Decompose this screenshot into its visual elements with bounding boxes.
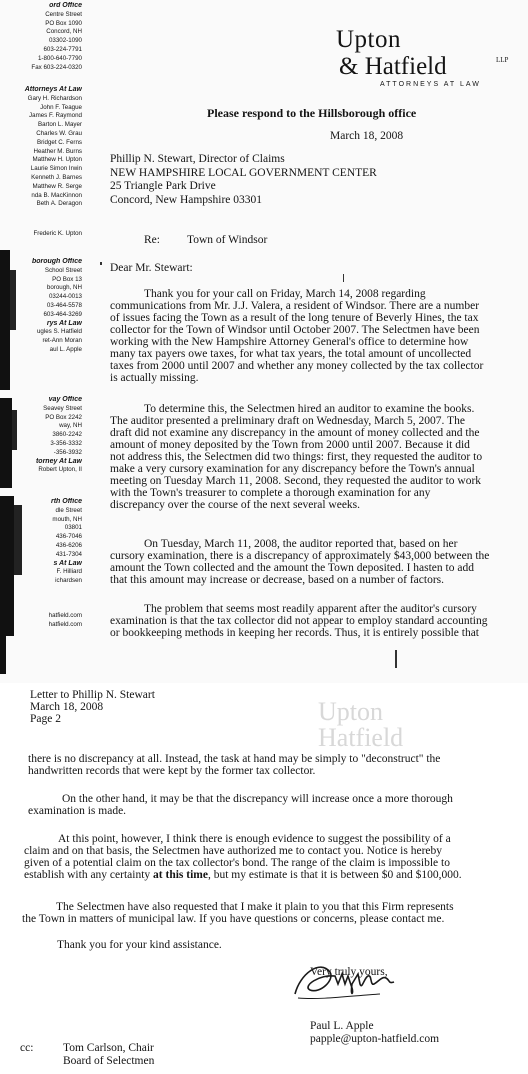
- scan-artifact: [0, 496, 14, 636]
- header-line: March 18, 2008: [30, 701, 104, 713]
- attorneys-heading: rys At Law: [46, 319, 82, 327]
- attorney-name: nda B. MacKinnon: [31, 191, 82, 199]
- recipient-address: [110, 153, 377, 207]
- attorney-name: Heather M. Burns: [33, 147, 82, 155]
- office-line: 3-356-3332: [50, 439, 82, 447]
- text-line: with the Town's treasurer to complete a thorough examination for any: [110, 487, 431, 499]
- web-line: hatfield.com: [48, 612, 82, 619]
- attorney-name: Laurie Simon Irwin: [30, 165, 82, 173]
- office-line: 431-7304: [55, 550, 82, 558]
- office-line: 603-224-7791: [43, 45, 82, 53]
- office-line: Fax 603-224-0320: [31, 63, 82, 71]
- signer-block: [310, 1020, 439, 1046]
- attorneys-heading: s At Law: [53, 559, 82, 567]
- office-line: dle Street: [55, 506, 82, 514]
- scan-artifact: [0, 250, 10, 390]
- re-label: Re:: [144, 234, 160, 246]
- text-line: The auditor presented a preliminary draft on Wednesday, March 5, 2007. The: [110, 415, 465, 427]
- office-heading: vay Office: [48, 396, 82, 403]
- bleed-through-logo: Hatfield: [318, 723, 404, 752]
- attorney-name: F. Hilliard: [56, 568, 82, 576]
- text-line: To determine this, the Selectmen hired an auditor to examine the books.: [144, 403, 475, 415]
- scan-artifact: [14, 505, 22, 575]
- office-line: 436-7046: [55, 533, 82, 541]
- text-line: of issues facing the Town as a result of the long tenure of Beverly Hines, the tax: [110, 312, 479, 324]
- re-value: Town of Windsor: [187, 234, 268, 246]
- cc-list: [63, 1042, 154, 1068]
- office-line: Seavey Street: [43, 404, 82, 412]
- text-line: many tax payers owe taxes, for what tax years, the total amount of uncollected: [110, 348, 472, 360]
- text-line: collector for the Town of Windsor until October 2007. The Selectmen have been: [110, 324, 480, 336]
- letter-date: March 18, 2008: [330, 130, 404, 142]
- firm-logo: [336, 26, 509, 96]
- office-line: Centre Street: [45, 10, 82, 18]
- scan-dot: [343, 274, 344, 282]
- office-line: -356-3932: [53, 448, 82, 456]
- paragraph-5: [28, 753, 502, 777]
- paragraph-8: [22, 901, 502, 925]
- web-line: hatfield.com: [48, 620, 82, 628]
- office-line: PO Box 2242: [45, 413, 82, 421]
- signer-name: Paul L. Apple: [310, 1020, 374, 1032]
- attorney-name: Charles W. Grau: [36, 129, 82, 137]
- text-line: cursory examination, there is a discrepancy of approximately $43,000 between the: [110, 550, 490, 562]
- attorney-name: ichardsen: [55, 577, 82, 585]
- office-line: mouth, NH: [52, 515, 82, 523]
- paragraph-3: [110, 538, 504, 586]
- attorney-name: John F. Teague: [40, 103, 82, 111]
- letterhead-sidebar: [0, 0, 86, 683]
- closing: Very truly yours,: [310, 966, 388, 978]
- office-heading: borough Office: [31, 258, 82, 265]
- text-line: given of a potential claim on the tax collector's bond. The range of the claim is impossible to: [24, 857, 450, 869]
- header-line: Letter to Phillip N. Stewart: [30, 689, 155, 701]
- office-line: Concord, NH: [46, 28, 82, 36]
- paragraph-6: [28, 793, 502, 817]
- paragraph-1: [110, 288, 504, 384]
- attorney-name: Matthew H. Upton: [32, 156, 82, 164]
- retired-partner: [0, 230, 82, 239]
- text-line: handwritten records that were kept by the former tax collector.: [28, 765, 316, 777]
- attorney-name: Matthew R. Serge: [32, 182, 82, 190]
- recipient-line: 25 Triangle Park Drive: [110, 180, 216, 192]
- text-line: make a very cursory examination for any discrepancy before the Town's annual: [110, 463, 475, 475]
- text-line: amount of money deposited by the Town from 2000 until 2007. Because it did: [110, 439, 470, 451]
- text-line: is actually missing.: [110, 372, 199, 384]
- attorney-name: Bridget C. Ferns: [36, 138, 82, 146]
- scan-artifact: [0, 636, 6, 674]
- text-line: examination is made.: [28, 805, 127, 817]
- cc-label: cc:: [20, 1042, 34, 1054]
- text-line: The problem that seems most readily apparent after the auditor's cursory: [144, 603, 477, 615]
- paragraph-2: [110, 403, 504, 511]
- text-line: the Town in matters of municipal law. If you have questions or concerns, please contact me.: [22, 913, 445, 925]
- salutation: Dear Mr. Stewart:: [110, 262, 193, 274]
- office-line: 03302-1090: [48, 37, 82, 45]
- office-line: 03-464-5578: [46, 301, 82, 309]
- attorneys-heading: Attorneys At Law: [24, 86, 82, 93]
- office-line: 603-464-3269: [43, 310, 82, 318]
- header-line: Page 2: [30, 713, 61, 725]
- attorney-name: aul L. Apple: [49, 345, 82, 353]
- attorneys-heading: torney At Law: [35, 457, 82, 465]
- respond-note: Please respond to the Hillsborough office: [207, 106, 417, 120]
- office-line: borough, NH: [46, 284, 82, 292]
- logo-upton: Upton: [336, 26, 401, 53]
- office-line: PO Box 13: [52, 275, 82, 283]
- office-heading: rth Office: [51, 498, 82, 505]
- text-line: draft did not examine any discrepancy in the amount of money collected and the: [110, 427, 480, 439]
- cc-line: Board of Selectmen: [63, 1055, 155, 1067]
- text-line: claim and on that basis, the Selectmen have authorized me to contact you. Notice is hereby: [24, 845, 443, 857]
- recipient-line: Concord, New Hampshire 03301: [110, 193, 263, 206]
- scan-artifact: [0, 398, 12, 488]
- scan-dot: [100, 262, 102, 265]
- text-run: , but my estimate is that it is between $0 and $100,000.: [207, 869, 462, 881]
- scan-artifact: [12, 410, 17, 450]
- office-line: 3860-2242: [52, 431, 82, 439]
- attorney-name: Gary H. Richardson: [27, 94, 82, 102]
- signature-image: [290, 954, 400, 1004]
- scan-artifact: [10, 270, 16, 330]
- office-line: way, NH: [59, 422, 82, 430]
- bleed-through-logo: Upton: [318, 697, 383, 726]
- text-line: meeting on Tuesday March 11, 2008. Second, they requested the auditor to work: [110, 475, 482, 487]
- office-line: 436-6206: [55, 541, 82, 549]
- page-header: [30, 689, 155, 725]
- text-line: The Selectmen have also requested that I make it plain to you that this Firm represents: [56, 901, 454, 913]
- attorney-name: ugles S. Hatfield: [36, 328, 82, 336]
- attorney-name: Barton L. Mayer: [37, 121, 82, 129]
- text-line: [24, 869, 502, 881]
- logo-tagline: ATTORNEYS AT LAW: [380, 81, 481, 88]
- text-line: communications from Mr. J.J. Valera, a resident of Windsor. There are a number: [110, 300, 480, 312]
- text-line: Thank you for your call on Friday, March 14, 2008 regarding: [144, 288, 426, 300]
- recipient-line: Phillip N. Stewart, Director of Claims: [110, 153, 285, 165]
- office-line: 1-800-640-7790: [37, 54, 82, 62]
- text-line: that this amount may increase or decrease, based on a number of factors.: [110, 574, 445, 586]
- text-run: establish with any certainty: [24, 869, 154, 881]
- emphasis-text: at this time: [153, 869, 208, 881]
- attorneys-block: [0, 86, 82, 209]
- attorney-name: Robert Upton, II: [38, 466, 82, 474]
- text-line: taxes from 2000 until 2007 and whether any money collected by the tax collector: [110, 360, 484, 372]
- attorney-name: ret-Ann Moran: [42, 337, 82, 345]
- attorney-name: James F. Raymond: [29, 112, 82, 120]
- logo-hatfield: & Hatfield: [339, 53, 447, 80]
- text-line: there is no discrepancy at all. Instead, the task at hand may be simply to "deconstruct" the: [28, 753, 441, 765]
- office-line: 03244-0013: [48, 293, 82, 301]
- text-line: examination is that the tax collector did not appear to employ standard accounting: [110, 615, 488, 627]
- text-line: On the other hand, it may be that the discrepancy will increase once a more thorough: [62, 793, 453, 805]
- paragraph-7: [24, 833, 502, 881]
- thanks-line: Thank you for your kind assistance.: [57, 939, 222, 951]
- text-line: working with the New Hampshire Attorney General's office to determine how: [110, 336, 469, 348]
- retired-name: Frederic K. Upton: [33, 230, 82, 237]
- text-line: On Tuesday, March 11, 2008, the auditor reported that, based on her: [144, 538, 458, 550]
- attorney-name: Kenneth J. Barnes: [31, 173, 82, 181]
- office-heading: ord Office: [49, 2, 82, 9]
- paragraph-4: [110, 603, 504, 639]
- signer-email: papple@upton-hatfield.com: [310, 1033, 440, 1045]
- scan-dot: [395, 650, 397, 668]
- letter-page-2: [0, 683, 528, 1074]
- office-line: School Street: [44, 266, 82, 274]
- office-line: PO Box 1090: [45, 19, 82, 27]
- text-line: amount the Town collected and the amount the Town deposited. I hasten to add: [110, 562, 474, 574]
- concord-office-block: [0, 2, 82, 72]
- text-line: not address this, the Selectmen did two things: first, they requested the auditor to: [110, 451, 483, 463]
- logo-llp: LLP: [496, 56, 509, 64]
- cc-line: Tom Carlson, Chair: [63, 1042, 154, 1054]
- text-line: discrepancy over the course of the next several weeks.: [110, 499, 361, 511]
- recipient-line: NEW HAMPSHIRE LOCAL GOVERNMENT CENTER: [110, 166, 377, 179]
- attorney-name: Beth A. Deragon: [36, 200, 82, 208]
- text-line: or bookkeeping methods in keeping her records. Thus, it is entirely possible that: [110, 627, 479, 639]
- office-line: 03801: [64, 524, 82, 532]
- text-line: At this point, however, I think there is enough evidence to suggest the possibility of a: [58, 833, 451, 845]
